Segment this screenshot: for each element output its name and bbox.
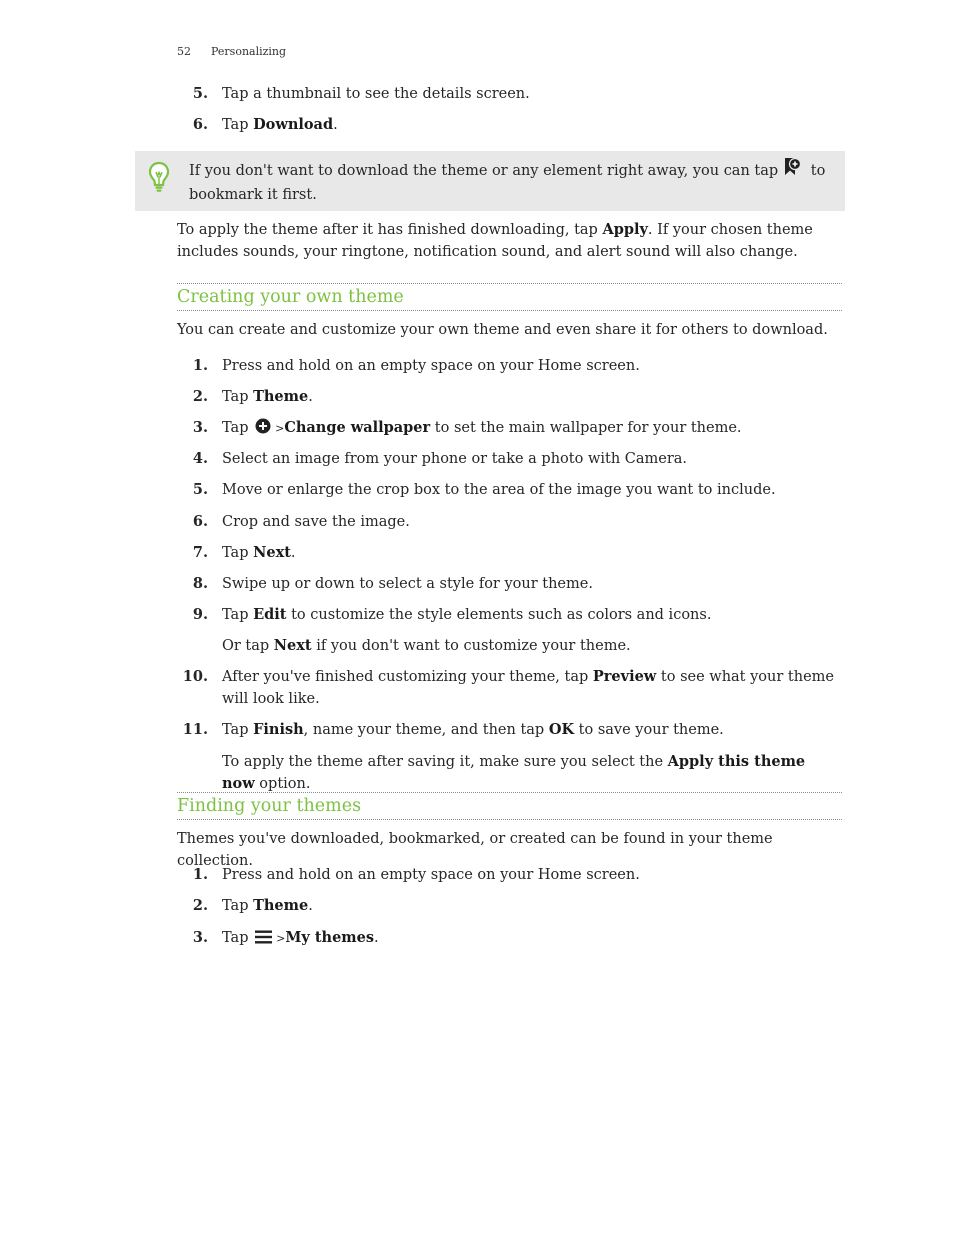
tip-box <box>135 151 845 211</box>
menu-icon <box>255 929 272 951</box>
page-number: 52 <box>177 45 191 58</box>
page-header <box>177 45 286 58</box>
section-heading <box>177 792 842 820</box>
step-note: Or tap Next if you don't want to customize your theme. <box>222 637 631 654</box>
lightbulb-icon <box>148 161 170 197</box>
section-intro: You can create and customize your own theme and even share it for others to download. <box>177 322 828 338</box>
running-section-title: Personalizing <box>211 45 287 58</box>
step-note: To apply the theme after saving it, make sure you select the Apply this theme now option. <box>222 753 806 792</box>
bookmark-add-icon <box>782 157 802 184</box>
tip-text: If you don't want to download the theme or any element right away, you can tap to bookmark it first. <box>189 157 834 206</box>
section-heading <box>177 283 842 311</box>
section-title: Finding your themes <box>177 796 362 816</box>
plus-circle-icon <box>255 418 271 441</box>
section-intro: Themes you've downloaded, bookmarked, or created can be found in your theme collection. <box>177 831 773 869</box>
section-title: Creating your own theme <box>177 287 404 307</box>
apply-paragraph: To apply the theme after it has finished downloading, tap Apply. If your chosen theme includes sounds, your ringtone, notification sound, and alert sound will also change. <box>177 221 813 260</box>
